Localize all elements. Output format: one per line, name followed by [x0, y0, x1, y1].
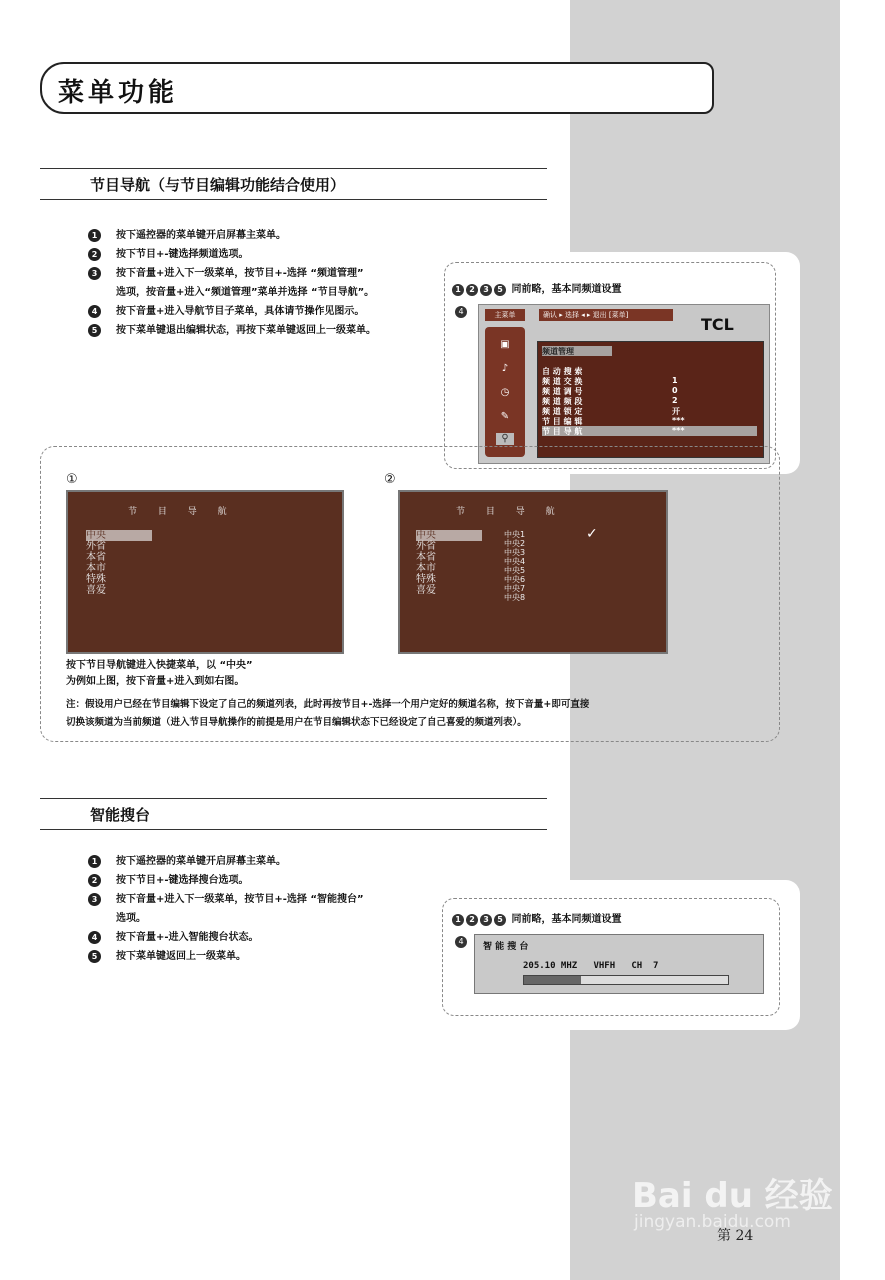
step-number-icon: 2: [466, 284, 478, 296]
note-line-2: 切换该频道为当前频道（进入节目导航操作的前提是用户在节目编辑状态下已经设定了自己喜爱的频道列表）。: [66, 717, 527, 728]
step-number-icon: 3: [480, 284, 492, 296]
screen-label-1: ①: [66, 472, 78, 487]
step-text: 按下音量+-进入智能搜台状态。: [116, 932, 259, 943]
step-number-icon: 2: [88, 874, 101, 887]
page-title: 菜单功能: [58, 78, 179, 108]
sound-icon[interactable]: ♪: [501, 363, 509, 374]
watermark-url: jingyan.baidu.com: [634, 1212, 791, 1232]
menu-row[interactable]: 频 道 调 号 0: [542, 386, 678, 396]
step-number-icon: 4: [88, 305, 101, 318]
search-title: 智 能 搜 台: [483, 942, 529, 952]
step-number-icon: 5: [88, 950, 101, 963]
step-number-icon: 3: [88, 893, 101, 906]
step-item: [88, 947, 364, 966]
step-text: 选项，按音量+进入“频道管理”菜单并选择 “节目导航”。: [116, 287, 375, 298]
channel-item[interactable]: 中央4: [504, 557, 526, 566]
tv-screen-1: [66, 490, 344, 654]
step-text: 按下遥控器的菜单键开启屏幕主菜单。: [116, 856, 286, 867]
step-number-icon: 1: [452, 284, 464, 296]
step-number-icon: 1: [452, 914, 464, 926]
watermark-logo: Bai du 经验: [632, 1176, 833, 1216]
step-number-icon: 3: [480, 914, 492, 926]
step-number-icon: 4: [455, 306, 467, 318]
step-item: [88, 890, 364, 909]
menu-hint-bar: 确认 ▸ 选择 ◂ ▸ 退出 [菜单]: [539, 309, 673, 321]
channel-item[interactable]: 中央8: [504, 593, 526, 602]
menu-row[interactable]: 频 道 锁 定 开: [542, 407, 680, 416]
screen-caption-line-2: 为例如上图，按下音量+进入到如右图。: [66, 676, 245, 687]
step-text: 按下菜单键退出编辑状态，再按下菜单键返回上一级菜单。: [116, 325, 376, 336]
step-number-icon: 1: [88, 229, 101, 242]
menu-tag: 主菜单: [485, 309, 525, 321]
step-item: [88, 909, 364, 928]
channel-item[interactable]: 中央6: [504, 575, 526, 584]
step-number-icon: 2: [466, 914, 478, 926]
category-item[interactable]: 特殊: [416, 574, 436, 585]
menu-main-area: [537, 341, 764, 458]
note-line-1: 注：假设用户已经在节目编辑下设定了自己的频道列表，此时再按节目+-选择一个用户定好的频道名称，按下音量+即可直接: [66, 699, 590, 710]
clock-icon[interactable]: ◷: [500, 387, 510, 398]
search-progress-bar: [523, 975, 729, 985]
menu-caption-text: 同前略，基本同频道设置: [511, 284, 622, 295]
category-item[interactable]: 外省: [416, 541, 436, 552]
category-item[interactable]: 本市: [86, 563, 106, 574]
category-item[interactable]: 本省: [86, 552, 106, 563]
step-number-icon: 3: [88, 267, 101, 280]
step-number-icon: 5: [88, 324, 101, 337]
step-item: [88, 283, 376, 302]
step-number-icon: 4: [455, 936, 467, 948]
menu-row-selected[interactable]: 节 目 导 航 ***: [542, 426, 757, 436]
menu-row[interactable]: 自 动 搜 索: [542, 367, 583, 376]
step-number-icon: 1: [88, 855, 101, 868]
menu-header: 频道管理: [542, 346, 612, 356]
channel-item[interactable]: 中央2: [504, 539, 526, 548]
menu-sidebar: [485, 327, 525, 457]
category-item[interactable]: 外省: [86, 541, 106, 552]
step-text: 按下节目+-键选择搜台选项。: [116, 875, 249, 886]
category-item[interactable]: 本省: [416, 552, 436, 563]
step-list-2: [88, 852, 364, 966]
category-item[interactable]: 喜爱: [86, 585, 106, 596]
channel-item[interactable]: 中央3: [504, 548, 526, 557]
step-list-1: [88, 226, 376, 340]
page-number: 第 24: [717, 1228, 754, 1244]
section-heading-1: [40, 168, 547, 200]
tv-icon[interactable]: ▣: [500, 339, 510, 350]
step-item: [88, 226, 376, 245]
screen-title: 节 目 导 航: [456, 507, 564, 517]
auto-search-screen: [474, 934, 764, 994]
category-item[interactable]: 特殊: [86, 574, 106, 585]
category-item[interactable]: 喜爱: [416, 585, 436, 596]
step-number-icon: 5: [494, 914, 506, 926]
step-text: 选项。: [116, 913, 146, 924]
search-icon[interactable]: ⚲: [496, 433, 514, 445]
step-item: [88, 852, 364, 871]
channel-item[interactable]: 中央5: [504, 566, 526, 575]
menu-row[interactable]: 节 目 编 辑 ***: [542, 416, 685, 426]
menu-row[interactable]: 频 道 频 段 2: [542, 396, 678, 406]
screen-title: 节 目 导 航: [128, 507, 236, 517]
step-item: [88, 871, 364, 890]
step-text: 按下遥控器的菜单键开启屏幕主菜单。: [116, 230, 286, 241]
step-item: [88, 245, 376, 264]
tool-icon[interactable]: ✎: [500, 411, 510, 422]
step-number-icon: 5: [494, 284, 506, 296]
search-caption-text: 同前略，基本同频道设置: [511, 914, 622, 925]
step-item: [88, 264, 376, 283]
search-progress-fill: [524, 976, 581, 984]
category-list: [86, 530, 152, 596]
check-icon: ✓: [586, 526, 598, 542]
brand-logo: TCL: [701, 315, 734, 334]
channel-list: [504, 530, 525, 602]
step-text: 按下节目+-键选择频道选项。: [116, 249, 249, 260]
step-number-icon: 2: [88, 248, 101, 261]
page-title-box: [40, 62, 714, 114]
category-item-selected[interactable]: 中央: [416, 530, 482, 541]
category-list: [416, 530, 482, 596]
category-item[interactable]: 本市: [416, 563, 436, 574]
step-item: [88, 928, 364, 947]
step-text: 按下音量+进入下一级菜单，按节目+-选择 “频道管理”: [116, 268, 364, 279]
section-heading-2: [40, 798, 547, 830]
menu-caption-1: [452, 280, 621, 296]
search-status: 205.10 MHZ VHFH CH 7: [523, 961, 659, 971]
tv-screen-2: [398, 490, 668, 654]
category-item-selected[interactable]: 中央: [86, 530, 152, 541]
section-title-1: 节目导航（与节目编辑功能结合使用）: [90, 176, 346, 194]
channel-item[interactable]: 中央7: [504, 584, 526, 593]
step-text: 按下音量+进入下一级菜单，按节目+-选择 “智能搜台”: [116, 894, 364, 905]
channel-item[interactable]: 中央1: [504, 530, 526, 539]
screen-label-2: ②: [384, 472, 396, 487]
section-title-2: 智能搜台: [90, 806, 151, 824]
search-caption: [452, 910, 621, 926]
step-text: 按下音量+进入导航节目子菜单，具体请节操作见图示。: [116, 306, 365, 317]
step-text: 按下菜单键返回上一级菜单。: [116, 951, 246, 962]
step-item: [88, 321, 376, 340]
step-item: [88, 302, 376, 321]
screen-caption-line-1: 按下节目导航键进入快捷菜单，以 “中央”: [66, 660, 253, 671]
step-number-icon: 4: [88, 931, 101, 944]
tv-menu-screen: [478, 304, 770, 464]
menu-row[interactable]: 频 道 交 换 1: [542, 376, 678, 386]
